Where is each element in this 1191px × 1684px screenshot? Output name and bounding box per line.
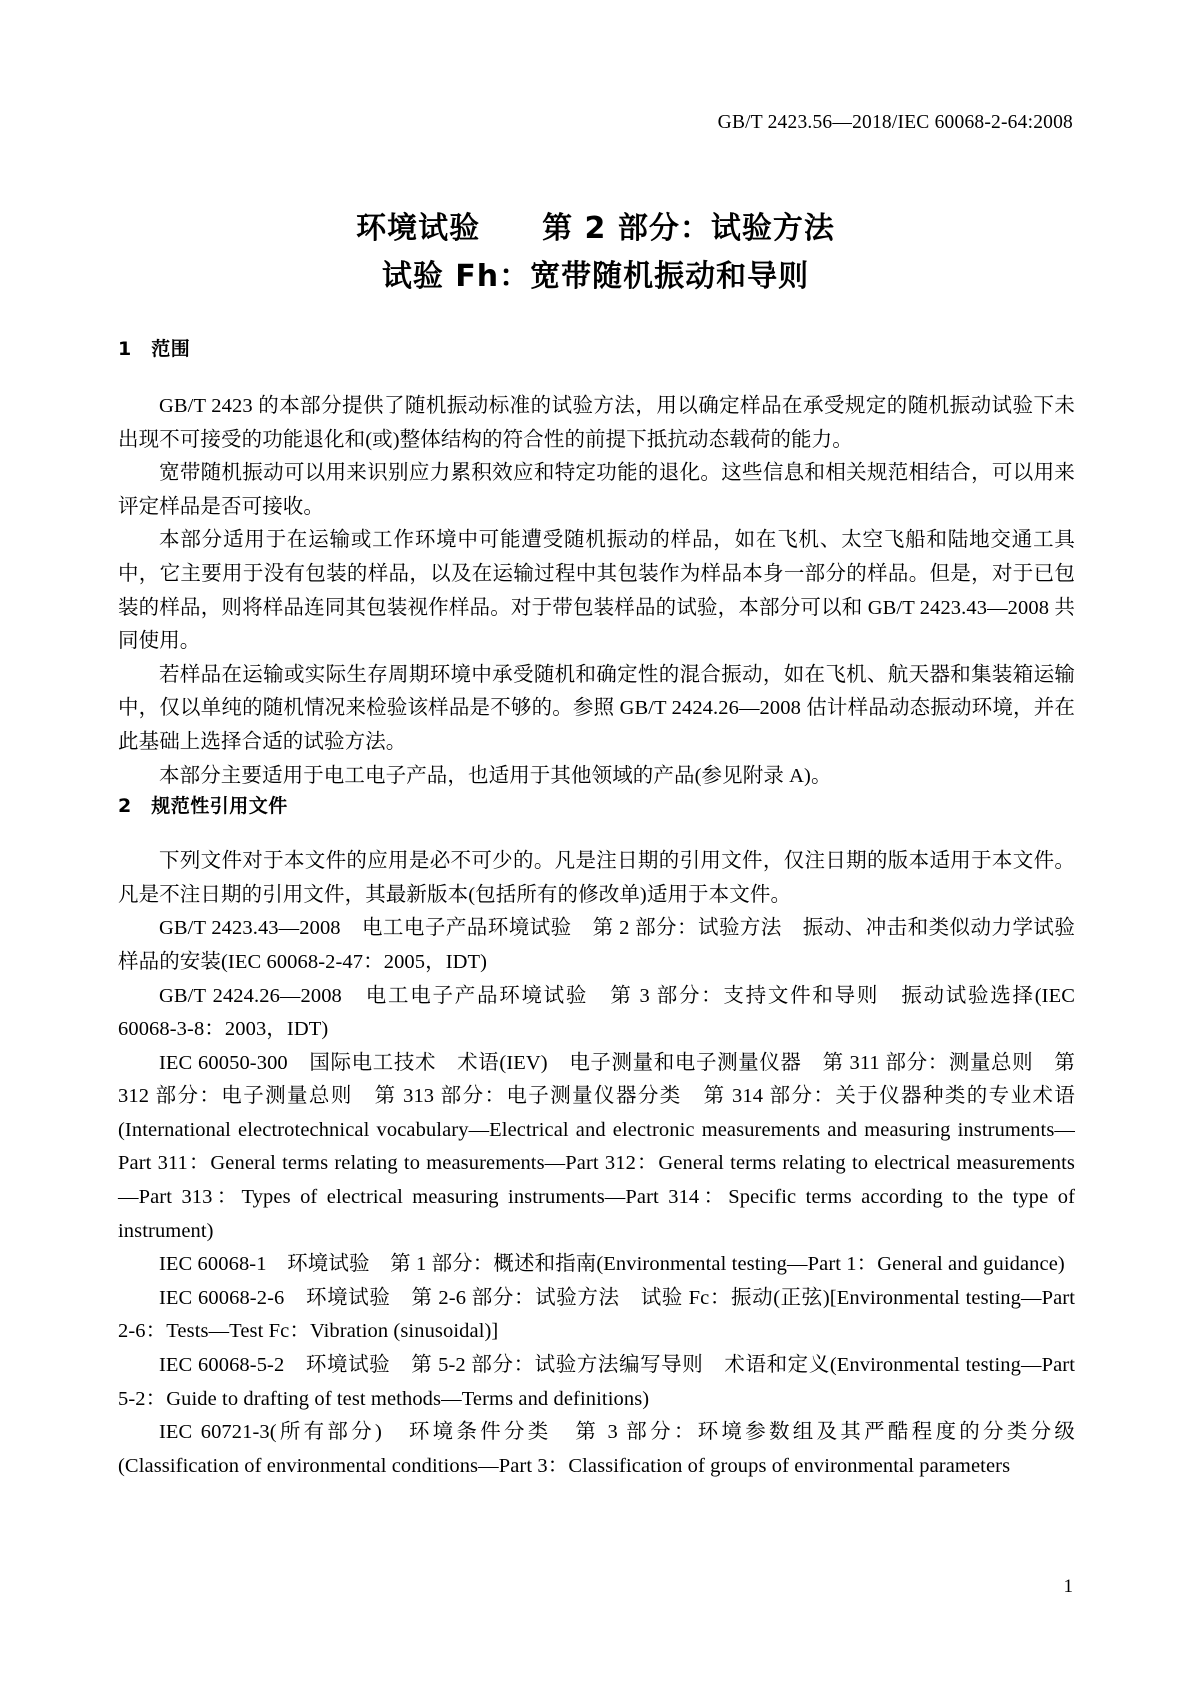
section-heading-normative-references: 2 规范性引用文件 [118, 795, 288, 818]
spacer [118, 819, 1075, 845]
paragraph: 本部分主要适用于电工电子产品，也适用于其他领域的产品(参见附录 A)。 [159, 764, 832, 787]
paragraph: 若样品在运输或实际生存周期环境中承受随机和确定性的混合振动，如在飞机、航天器和集装箱运输中，仅以单纯的随机情况来检验该样品是不够的。参照 GB/T 2424.26—2008 估计样品动态振动环境，并在此基础上选择合适的试验方法。 [118, 663, 1075, 753]
reference-item: IEC 60068-2-6 环境试验 第 2-6 部分：试验方法 试验 Fc：振动(正弦)[Environmental testing—Part 2-6：Tests—Test Fc：Vibration (sinusoidal)] [118, 1286, 1075, 1343]
paragraph: 下列文件对于本文件的应用是必不可少的。凡是注日期的引用文件，仅注日期的版本适用于本文件。凡是不注日期的引用文件，其最新版本(包括所有的修改单)适用于本文件。 [118, 850, 1075, 906]
section-heading-scope: 1 范围 [118, 338, 191, 360]
document-body [118, 336, 1075, 1483]
page-number: 1 [1063, 1576, 1073, 1597]
reference-item: GB/T 2424.26—2008 电工电子产品环境试验 第 3 部分：支持文件和导则 振动试验选择(IEC 60068-3-8：2003，IDT) [118, 984, 1075, 1041]
reference-item: IEC 60721-3(所有部分) 环境条件分类 第 3 部分：环境参数组及其严酷程度的分类分级(Classification of environmental conditions—Part 3：Classification of groups of environmental parameters [118, 1421, 1075, 1477]
reference-item: IEC 60050-300 国际电工技术 术语(IEV) 电子测量和电子测量仪器 第 311 部分：测量总则 第 312 部分：电子测量总则 第 313 部分：电子测量仪器分类 第 314 部分：关于仪器种类的专业术语(International electrotechnical vocabulary—Electrical and electronic measurements and measuring instruments—Part 311：General terms relating to measurements—Part 312：General terms relating to electrical measurements—Part 313：Types of electrical measuring instruments—Part 314：Specific terms according to the type of instrument) [118, 1051, 1075, 1242]
reference-item: IEC 60068-5-2 环境试验 第 5-2 部分：试验方法编写导则 术语和定义(Environmental testing—Part 5-2：Guide to drafting of test methods—Terms and definitions) [118, 1354, 1075, 1410]
spacer [118, 362, 1075, 390]
reference-item: GB/T 2423.43—2008 电工电子产品环境试验 第 2 部分：试验方法 振动、冲击和类似动力学试验样品的安装(IEC 60068-2-47：2005，IDT) [118, 917, 1075, 973]
running-header: GB/T 2423.56—2018/IEC 60068-2-64:2008 [717, 112, 1073, 133]
paragraph: 宽带随机振动可以用来识别应力累积效应和特定功能的退化。这些信息和相关规范相结合，可以用来评定样品是否可接收。 [118, 462, 1075, 518]
reference-item: IEC 60068-1 环境试验 第 1 部分：概述和指南(Environmental testing—Part 1：General and guidance) [159, 1253, 1065, 1276]
normative-reference-list [118, 912, 1075, 1483]
paragraph: GB/T 2423 的本部分提供了随机振动标准的试验方法，用以确定样品在承受规定的随机振动试验下未出现不可接受的功能退化和(或)整体结构的符合性的前提下抵抗动态载荷的能力。 [118, 395, 1075, 451]
document-title [0, 205, 1191, 301]
paragraph: 本部分适用于在运输或工作环境中可能遭受随机振动的样品，如在飞机、太空飞船和陆地交通工具中，它主要用于没有包装的样品，以及在运输过程中其包装作为样品本身一部分的样品。但是，对于已包装的样品，则将样品连同其包装视作样品。对于带包装样品的试验，本部分可以和 GB/T 2423.43—2008 共同使用。 [118, 529, 1075, 653]
document-title-line-2: 试验 Fh：宽带随机振动和导则 [381, 259, 810, 294]
document-title-line-1: 环境试验 第 2 部分：试验方法 [356, 211, 835, 246]
